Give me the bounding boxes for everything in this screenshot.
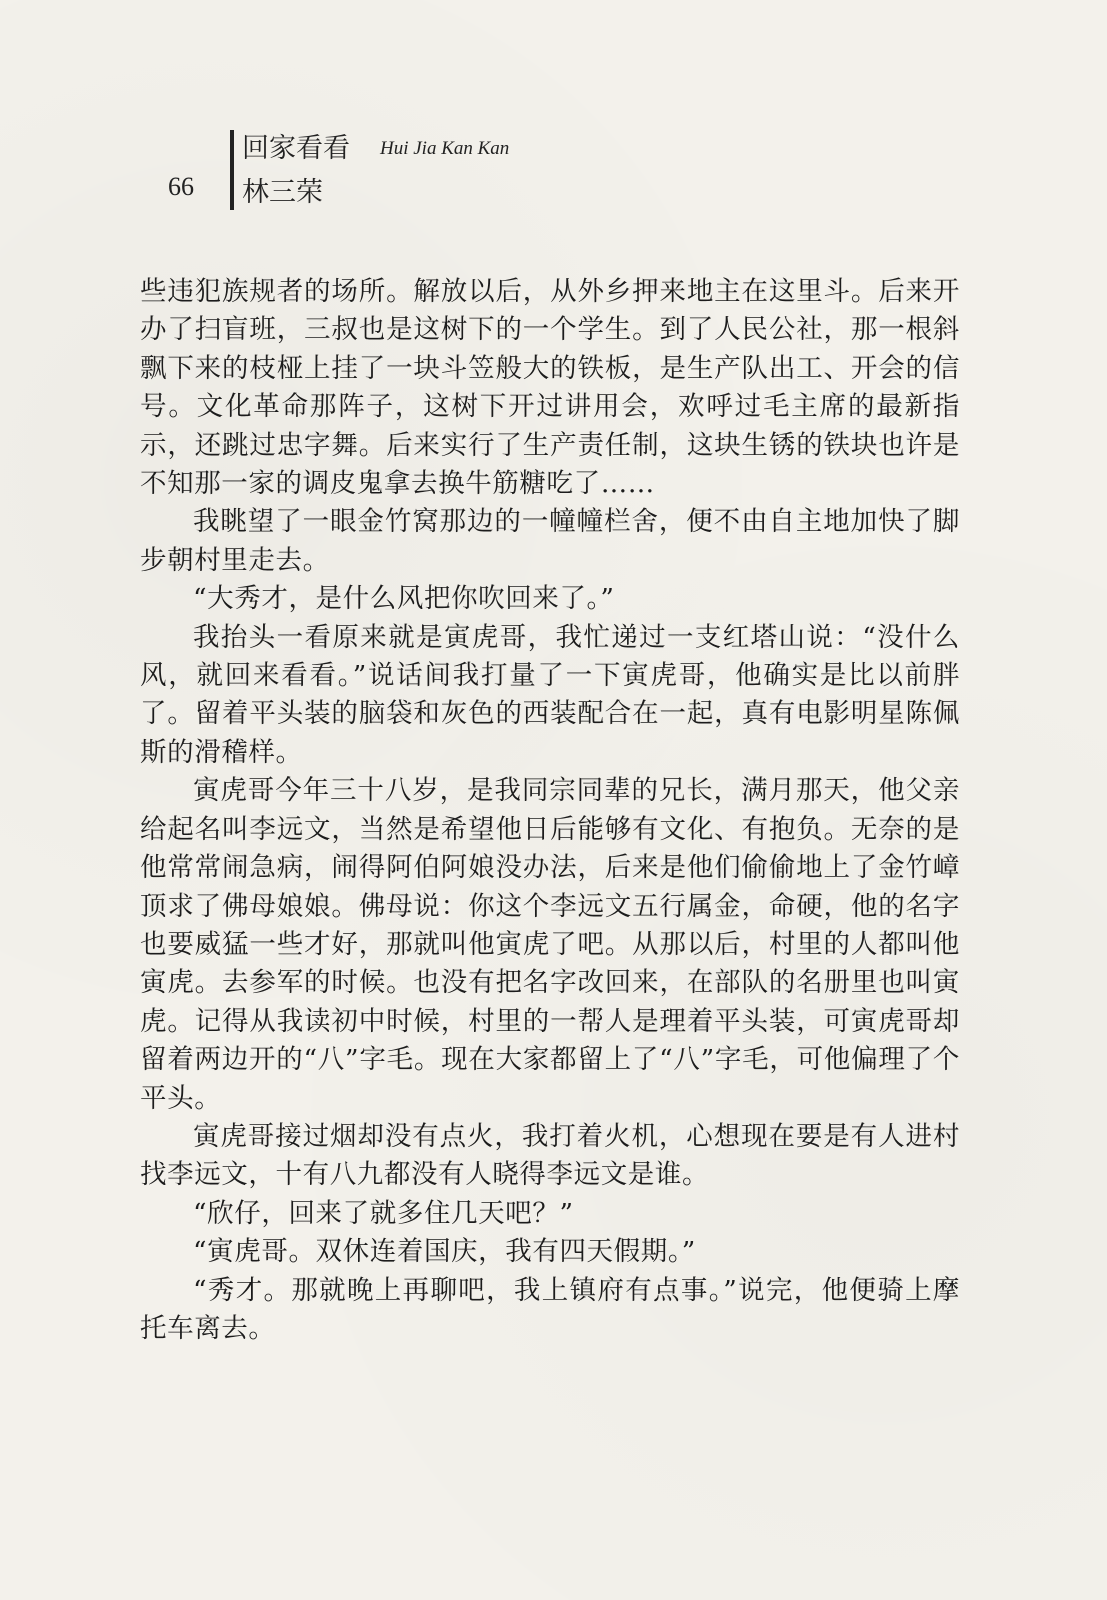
running-header <box>160 126 660 216</box>
paragraph: 寅虎哥今年三十八岁，是我同宗同辈的兄长，满月那天，他父亲给起名叫李远文，当然是希望他日后能够有文化、有抱负。无奈的是他常常闹急病，闹得阿伯阿娘没办法，后来是他们偷偷地上了金竹嶂顶求了佛母娘娘。佛母说：你这个李远文五行属金，命硬，他的名字也要威猛一些才好，那就叫他寅虎了吧。从那以后，村里的人都叫他寅虎。去参军的时候。也没有把名字改回来，在部队的名册里也叫寅虎。记得从我读初中时候，村里的一帮人是理着平头装，可寅虎哥却留着两边开的“八”字毛。现在大家都留上了“八”字毛，可他偏理了个平头。 <box>140 775 960 1114</box>
paragraph: 我抬头一看原来就是寅虎哥，我忙递过一支红塔山说：“没什么风，就回来看看。”说话间我打量了一下寅虎哥，他确实是比以前胖了。留着平头装的脑袋和灰色的西装配合在一起，真有电影明星陈佩斯的滑稽样。 <box>140 621 960 768</box>
paragraph: “秀才。那就晚上再聊吧，我上镇府有点事。”说完，他便骑上摩托车离去。 <box>140 1274 960 1344</box>
book-title-pinyin: Hui Jia Kan Kan <box>380 138 510 159</box>
paragraph: 些违犯族规者的场所。解放以后，从外乡押来地主在这里斗。后来开办了扫盲班，三叔也是这树下的一个学生。到了人民公社，那一根斜飘下来的枝桠上挂了一块斗笠般大的铁板，是生产队出工、开会的信号。文化革命那阵子，这树下开过讲用会，欢呼过毛主席的最新指示，还跳过忠字舞。后来实行了生产责任制，这块生锈的铁块也许是不知那一家的调皮鬼拿去换牛筋糖吃了…… <box>140 276 960 500</box>
paragraph: 寅虎哥接过烟却没有点火，我打着火机，心想现在要是有人进村找李远文，十有八九都没有人晓得李远文是谁。 <box>140 1120 960 1191</box>
paragraph: “大秀才，是什么风把你吹回来了。” <box>193 583 615 615</box>
page-number: 66 <box>168 172 194 201</box>
paragraph: 我眺望了一眼金竹窝那边的一幢幢栏舍，便不由自主地加快了脚步朝村里走去。 <box>140 506 960 576</box>
paragraph: “欣仔，回来了就多住几天吧？” <box>193 1197 574 1229</box>
book-title: 回家看看 <box>242 133 350 164</box>
header-divider <box>230 130 234 210</box>
author-name: 林三荣 <box>242 177 323 208</box>
paragraph: “寅虎哥。双休连着国庆，我有四天假期。” <box>193 1236 696 1268</box>
body-text <box>140 273 960 1348</box>
